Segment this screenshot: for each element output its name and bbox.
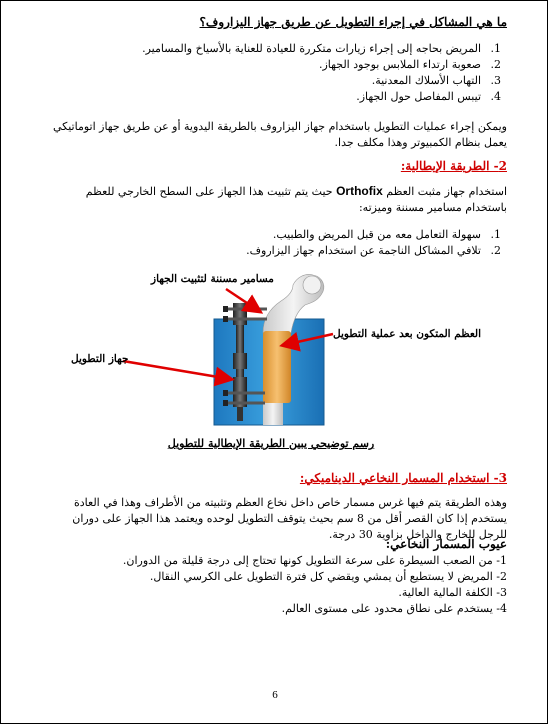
list-item: 1. سهولة التعامل معه من قبل المريض والطبيب. xyxy=(41,227,487,243)
defects-list xyxy=(41,553,507,617)
fixator-base xyxy=(237,407,243,421)
list-item: 1. المريض بحاجه إلى إجراء زيارات متكررة للعيادة للعناية بالأسياخ والمسامير. xyxy=(41,41,487,57)
label-screws: مسامير مسننة لتثبيت الجهاز xyxy=(151,273,274,285)
page-number: 6 xyxy=(272,689,278,701)
list-item: 2. تلافي المشاكل الناجمة عن استخدام جهاز اليزاروف. xyxy=(41,243,487,259)
section3-title: 3- استخدام المسمار النخاعي الديناميكي: xyxy=(299,471,507,485)
bone-shaft-lower xyxy=(263,401,283,425)
femur-ball xyxy=(303,276,321,294)
list-item: 4- يستخدم على نطاق محدود على مستوى العالم. xyxy=(281,602,507,615)
question-title: ما هي المشاكل في إجراء التطويل عن طريق جهاز اليزاروف؟ xyxy=(199,15,507,29)
label-device: جهاز التطويل xyxy=(71,353,129,365)
list-item: 2- المريض لا يستطيع أن يمشي ويقضي كل فترة التطويل على الكرسي النقال. xyxy=(149,570,507,583)
auto-paragraph: ويمكن إجراء عمليات التطويل باستخدام جهاز اليزاروف بالطريقة اليدوية أو عن طريق جهاز اتوماتيكي يعمل بنظام الكمبيوتر وهذا مكلف جدا. xyxy=(52,120,507,149)
list-item: 1- من الصعب السيطرة على سرعة التطويل كونها تحتاج إلى درجة قليلة من الدوران. xyxy=(122,554,507,567)
list-item: 2. صعوبة ارتداء الملابس بوجود الجهاز. xyxy=(41,57,487,73)
section2-text-after: حيث يتم تثبيت هذا الجهاز على السطح الخارجي للعظم باستخدام مسامير مسننة وميزته: xyxy=(85,185,507,214)
fixator-mid-block xyxy=(233,353,247,369)
figure-caption: رسم توضيحي يبين الطريقة الإيطالية للتطويل xyxy=(167,437,375,450)
fixator-top-block xyxy=(233,303,247,325)
fixator-rod xyxy=(236,325,244,377)
list-item: 4. تيبس المفاصل حول الجهاز. xyxy=(41,89,487,105)
section3-paragraph: وهذه الطريقة يتم فيها غرس مسمار خاص داخل نخاع العظم وتثبيته من الأطراف وهذا في العادة يستخدم إذا كان القصر أقل من 8 سم بحيث يتوقف التطويل لوحده ويعتمد هذا الجهاز على دوران للرجل للخارج والداخل بزاوية 30 درجة. xyxy=(72,496,507,541)
defects-title: عيوب المسمار النخاعي: xyxy=(385,537,507,551)
section2-text-before: استخدام جهاز مثبت العظم xyxy=(386,185,507,198)
section2-title: 2- الطريقة الإيطالية: xyxy=(400,159,507,173)
list-item: 3- الكلفة المالية العالية. xyxy=(398,586,507,599)
brand-name: Orthofix xyxy=(336,184,383,198)
label-bone: العظم المتكون بعد عملية التطويل xyxy=(333,328,481,340)
new-bone-segment xyxy=(263,331,291,403)
list-item: 3. التهاب الأسلاك المعدنية. xyxy=(41,73,487,89)
